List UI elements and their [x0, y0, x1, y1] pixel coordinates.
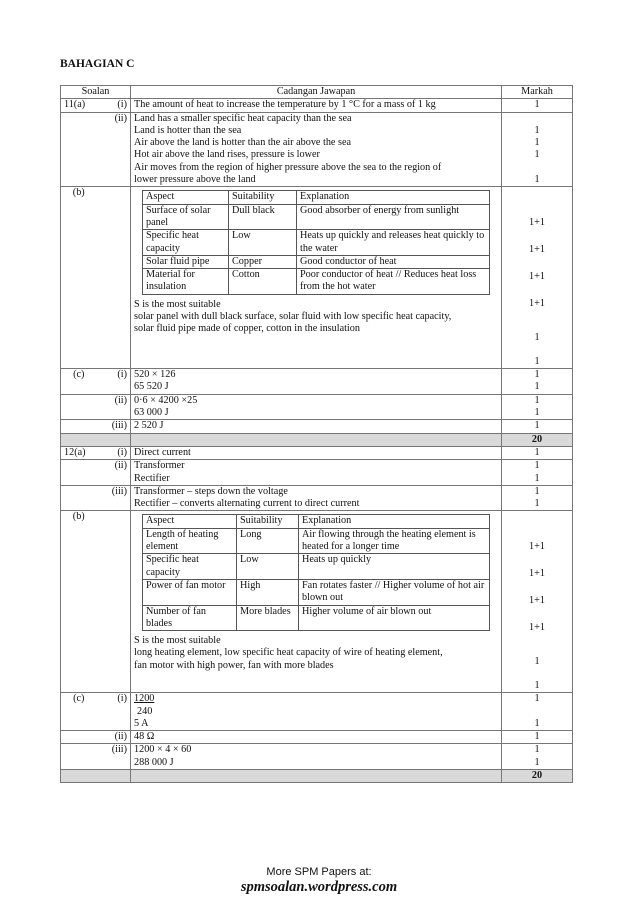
aspect-table [142, 190, 490, 294]
answer-text [131, 693, 502, 731]
total-mark: 20 [502, 433, 573, 446]
aspect-table-header [143, 191, 490, 204]
mark-line: 1+1 [529, 243, 545, 255]
table-row [61, 394, 573, 420]
answer-text [131, 511, 502, 693]
mark-line: 1 [534, 460, 540, 472]
mark [502, 394, 573, 420]
question-number-empty [61, 485, 97, 511]
aspect-cell: Specific heat capacity [143, 230, 229, 256]
aspect-header: Aspect [143, 191, 229, 204]
table-row [61, 511, 573, 693]
mark-line: 1+1 [529, 622, 545, 634]
header-cadangan: Cadangan Jawapan [131, 86, 502, 99]
answer-text [131, 731, 502, 744]
mark-line: 1+1 [529, 270, 545, 282]
explanation-cell: Fan rotates faster // Higher volume of hot air blown out [299, 579, 490, 605]
fraction-numerator [134, 693, 498, 705]
suitability-cell: Cotton [229, 269, 297, 295]
aspect-cell: Power of fan motor [143, 579, 237, 605]
explanation-header: Explanation [299, 515, 490, 528]
part-label-empty [97, 187, 131, 369]
part-label: (ii) [97, 731, 131, 744]
answer-line: 65 520 J [134, 381, 169, 393]
answer-line: 5 A [134, 717, 149, 729]
mark-line: 1+1 [529, 595, 545, 607]
total-spacer [61, 769, 131, 782]
mark-line: 1 [534, 693, 540, 705]
total-spacer [131, 769, 502, 782]
mark-line: 1+1 [529, 567, 545, 579]
suitability-header: Suitability [229, 191, 297, 204]
mark-line: 1+1 [529, 217, 545, 229]
mark-line: 1 [534, 717, 540, 729]
answer-line: 48 Ω [134, 731, 155, 743]
mark [502, 460, 573, 486]
answer-text [131, 394, 502, 420]
answer-text [131, 187, 502, 369]
answer-line: Rectifier – converts alternating current to direct current [134, 498, 360, 510]
total-spacer [61, 433, 131, 446]
aspect-cell: Specific heat capacity [143, 554, 237, 580]
mark-line: 1 [534, 655, 540, 667]
aspect-cell: Number of fan blades [143, 605, 237, 631]
mark-line: 1 [534, 485, 540, 497]
answer-text [131, 446, 502, 459]
fraction-denominator: 240 [137, 705, 153, 717]
conclusion-line: S is the most suitable [134, 635, 221, 647]
aspect-cell: Material for insulation [143, 269, 229, 295]
suitability-cell: Low [237, 554, 299, 580]
aspect-row [143, 204, 490, 230]
table-row [61, 693, 573, 731]
aspect-row [143, 605, 490, 631]
mark-line: 1 [534, 679, 540, 691]
footer-link[interactable]: spmsoalan.wordpress.com [240, 879, 398, 895]
aspect-header: Aspect [143, 515, 237, 528]
aspect-table [142, 514, 490, 631]
part-label: (iii) [97, 420, 131, 433]
mark-line: 1 [534, 137, 540, 149]
mark-line: 1 [534, 381, 540, 393]
conclusion-line: solar fluid pipe made of copper, cotton in the insulation [134, 323, 360, 335]
suitability-cell: Low [229, 230, 297, 256]
mark-line: 1 [534, 355, 540, 367]
answer-text [131, 744, 502, 770]
part-label: (b) [61, 511, 97, 693]
mark-line: 1 [534, 369, 540, 381]
answer-line: Transformer – steps down the voltage [134, 485, 288, 497]
table-row [61, 731, 573, 744]
conclusion-line: solar panel with dull black surface, solar fluid with low specific heat capacity, [134, 311, 452, 323]
explanation-cell: Heats up quickly and releases heat quickly to the water [297, 230, 490, 256]
table-header-row [61, 86, 573, 99]
answer-scheme-table [60, 85, 573, 783]
mark: 1 [502, 420, 573, 433]
answer-line: Transformer [134, 460, 185, 472]
section-title: BAHAGIAN C [60, 58, 135, 70]
suitability-cell: Copper [229, 255, 297, 268]
mark-line: 1 [534, 756, 540, 768]
table-row [61, 744, 573, 770]
mark [502, 187, 573, 369]
table-row [61, 187, 573, 369]
table-row [61, 369, 573, 395]
answer-text [131, 420, 502, 433]
mark-line: 1+1 [529, 298, 545, 310]
answer-line: Land has a smaller specific heat capacity than the sea [134, 112, 352, 124]
answer-text [131, 460, 502, 486]
header-markah: Markah [502, 86, 573, 99]
answer-text [131, 99, 502, 112]
aspect-row [143, 554, 490, 580]
numerator: 1200 [134, 693, 155, 705]
mark-line: 1 [534, 149, 540, 161]
answer-line: Hot air above the land rises, pressure is lower [134, 149, 320, 161]
mark-line [505, 113, 569, 125]
mark-line: 1 [534, 498, 540, 510]
part-label: (c) [61, 693, 97, 731]
suitability-header: Suitability [237, 515, 299, 528]
answer-line: Land is hotter than the sea [134, 124, 242, 136]
answer-line: 520 × 126 [134, 369, 176, 381]
question-number: 12(a) [61, 446, 97, 459]
explanation-cell: Poor conductor of heat // Reduces heat loss from the hot water [297, 269, 490, 295]
answer-line: 288 000 J [134, 756, 174, 768]
answer-line: Rectifier [134, 472, 170, 484]
part-label: (iii) [97, 485, 131, 511]
mark-line: 1 [534, 331, 540, 343]
answer-line: 2 520 J [134, 420, 164, 432]
part-label: (ii) [97, 460, 131, 486]
mark-line: 1 [534, 124, 540, 136]
conclusion-line: long heating element, low specific heat capacity of wire of heating element, [134, 647, 443, 659]
header-soalan: Soalan [61, 86, 131, 99]
aspect-cell: Solar fluid pipe [143, 255, 229, 268]
part-label: (c) [61, 369, 97, 395]
explanation-header: Explanation [297, 191, 490, 204]
answer-line: 0·6 × 4200 ×25 [134, 394, 198, 406]
conclusion-line: S is the most suitable [134, 298, 221, 310]
answer-text [131, 485, 502, 511]
part-label: (iii) [97, 744, 131, 770]
aspect-row [143, 579, 490, 605]
mark-line: 1 [534, 407, 540, 419]
table-row [61, 446, 573, 459]
mark [502, 693, 573, 731]
answer-line: lower pressure above the land [134, 174, 256, 186]
table-row [61, 460, 573, 486]
suitability-cell: High [237, 579, 299, 605]
answer-text [131, 369, 502, 395]
mark-line: 1 [534, 174, 540, 186]
explanation-cell: Air flowing through the heating element is heated for a longer time [299, 528, 490, 554]
total-mark: 20 [502, 769, 573, 782]
question-number-empty [61, 744, 97, 770]
question-number-empty [61, 394, 97, 420]
total-row [61, 769, 573, 782]
aspect-row [143, 528, 490, 554]
mark: 1 [502, 731, 573, 744]
aspect-row [143, 269, 490, 295]
table-row [61, 485, 573, 511]
question-number-empty [61, 112, 97, 187]
answer-line: 63 000 J [134, 407, 169, 419]
mark [502, 369, 573, 395]
question-number-empty [61, 460, 97, 486]
aspect-cell: Length of heating element [143, 528, 237, 554]
answer-line: Direct current [134, 446, 191, 458]
table-row [61, 420, 573, 433]
part-label: (i) [97, 693, 131, 731]
aspect-row [143, 230, 490, 256]
part-label: (i) [97, 369, 131, 395]
table-row [61, 99, 573, 112]
total-spacer [131, 433, 502, 446]
answer-line: Air above the land is hotter than the air above the sea [134, 137, 351, 149]
part-label: (i) [97, 99, 131, 112]
aspect-row [143, 255, 490, 268]
question-number-empty [61, 731, 97, 744]
mark [502, 511, 573, 693]
answer-text [131, 112, 502, 187]
suitability-cell: More blades [237, 605, 299, 631]
answer-line: 1200 × 4 × 60 [134, 744, 192, 756]
mark: 1 [502, 446, 573, 459]
total-row [61, 433, 573, 446]
mark-line [505, 162, 569, 174]
mark-line-empty [505, 706, 569, 718]
mark [502, 744, 573, 770]
mark-line: 1 [534, 472, 540, 484]
mark-line: 1 [534, 394, 540, 406]
mark: 1 [502, 99, 573, 112]
suitability-cell: Dull black [229, 204, 297, 230]
explanation-cell: Good absorber of energy from sunlight [297, 204, 490, 230]
aspect-cell: Surface of solar panel [143, 204, 229, 230]
answer-line: Air moves from the region of higher pressure above the sea to the region of [134, 161, 442, 173]
conclusion-line: fan motor with high power, fan with more blades [134, 659, 334, 671]
explanation-cell: Good conductor of heat [297, 255, 490, 268]
table-row [61, 112, 573, 187]
footer-note: More SPM Papers at: [266, 866, 372, 878]
aspect-table-header [143, 515, 490, 528]
suitability-cell: Long [237, 528, 299, 554]
answer-line: The amount of heat to increase the temperature by 1 °C for a mass of 1 kg [134, 99, 436, 111]
mark-line: 1+1 [529, 541, 545, 553]
question-number: 11(a) [61, 99, 97, 112]
part-label: (ii) [97, 394, 131, 420]
mark-line: 1 [534, 744, 540, 756]
mark [502, 112, 573, 187]
mark [502, 485, 573, 511]
part-label: (b) [61, 187, 97, 369]
explanation-cell: Higher volume of air blown out [299, 605, 490, 631]
part-label: (ii) [97, 112, 131, 187]
explanation-cell: Heats up quickly [299, 554, 490, 580]
question-number-empty [61, 420, 97, 433]
part-label: (i) [97, 446, 131, 459]
part-label-empty [97, 511, 131, 693]
